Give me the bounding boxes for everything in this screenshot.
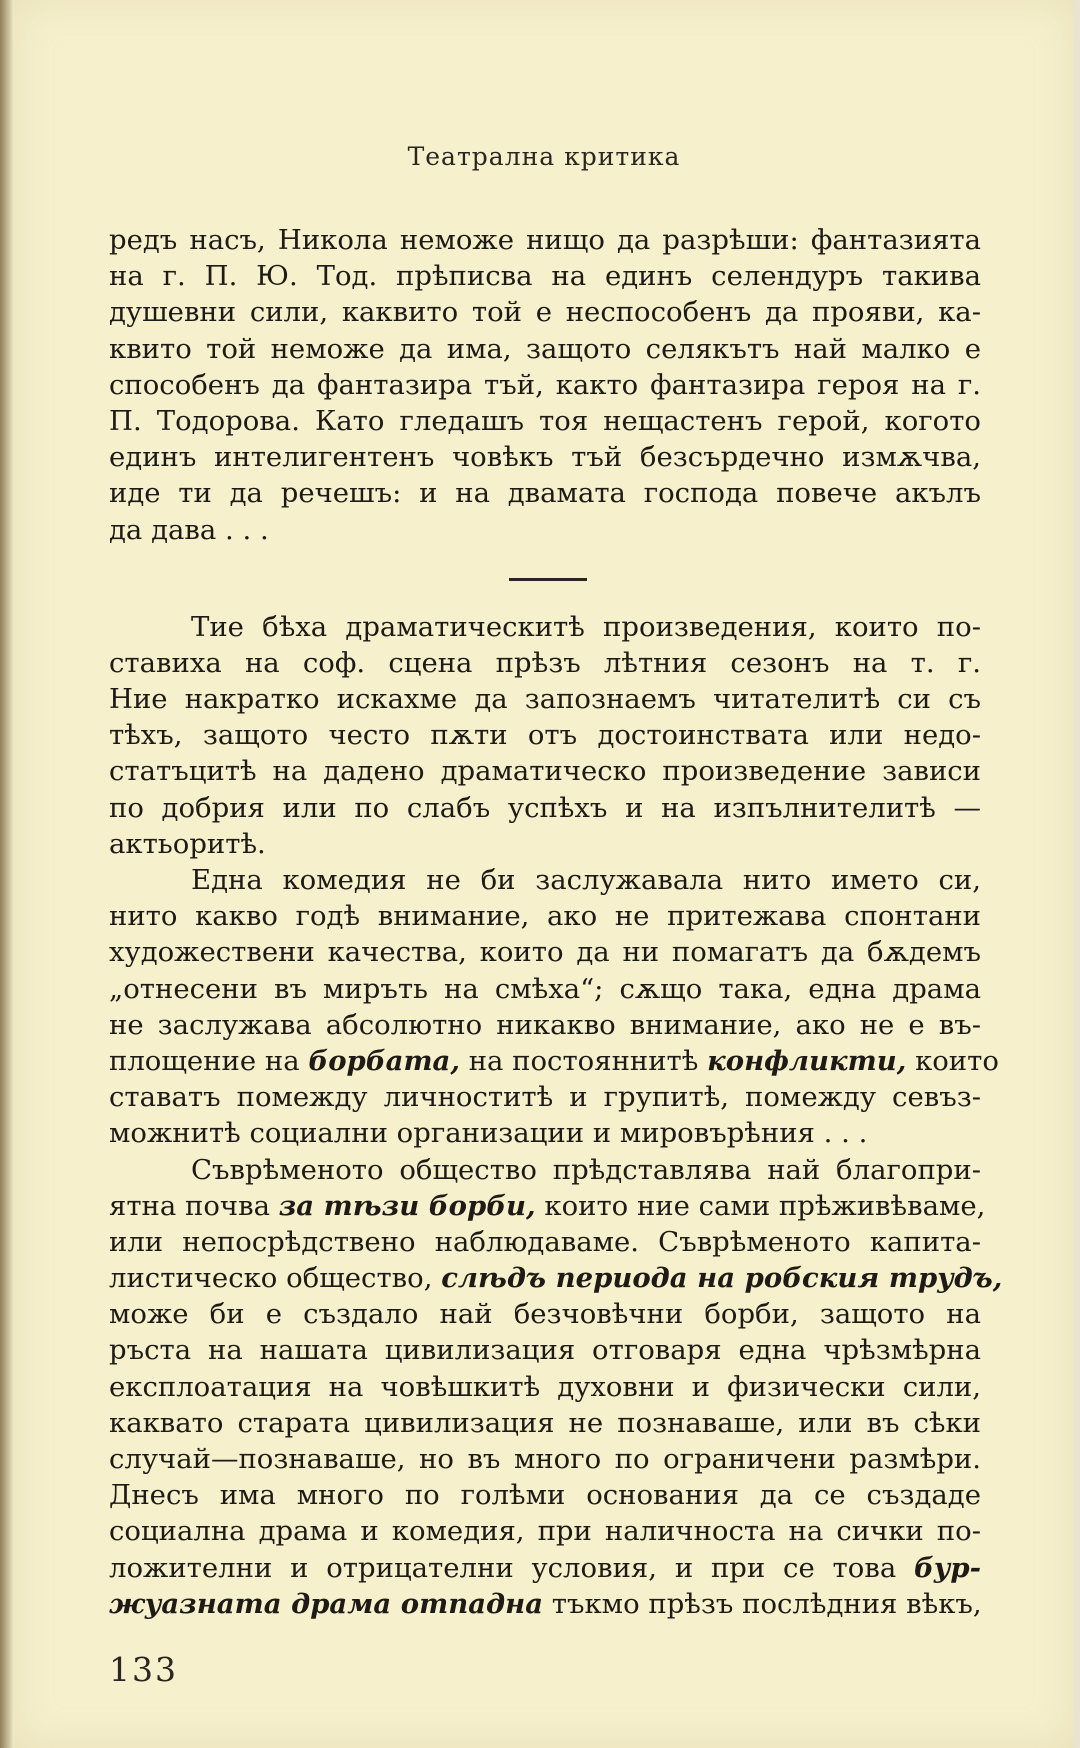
paragraph-4 xyxy=(109,1152,1003,1622)
text-line: душевни сили, каквито той е неспособенъ да прояви, ка- xyxy=(109,296,981,329)
body-text xyxy=(109,222,1003,1622)
text-line xyxy=(109,1188,986,1224)
text-line: статъцитѣ на дадено драматическо произведение зависи xyxy=(109,755,981,788)
text-line: социална драма и комедия, при наличноста на сички по- xyxy=(109,1515,981,1548)
text-line: П. Тодорова. Като гледашъ тоя нещастенъ герой, когото xyxy=(109,404,981,437)
text-line: не заслужава абсолютно никакво внимание, ако не е въ- xyxy=(109,1008,981,1041)
text-run: които ние сами прѣживѣваме, xyxy=(544,1189,986,1222)
section-divider xyxy=(509,578,587,581)
text-run: тъкмо прѣзъ послѣдния вѣкъ, xyxy=(551,1587,982,1620)
emphasis-text: бур- xyxy=(914,1551,981,1584)
text-line: актьоритѣ. xyxy=(109,827,266,860)
text-line: Тие бѣха драматическитѣ произведения, които по- xyxy=(191,610,981,643)
text-line: случай—познаваше, но въ много по ограничени размѣри. xyxy=(109,1443,981,1475)
text-line: по добрия или по слабъ успѣхъ и на изпълнителитѣ — xyxy=(109,791,981,824)
text-line: може би е създало най безчовѣчни борби, защото на xyxy=(109,1298,981,1331)
text-run: на постояннитѣ xyxy=(468,1044,699,1077)
text-line: художествени качества, които да ни помагатъ да бѫдемъ xyxy=(109,936,981,969)
text-line: Една комедия не би заслужавала нито името си, xyxy=(191,864,981,896)
emphasis-text: борбата, xyxy=(308,1044,460,1077)
text-line: редъ насъ, Никола неможе нищо да разрѣши: фантазията xyxy=(109,224,981,256)
text-line: ръста на нашата цивилизация отговаря една чрѣзмѣрна xyxy=(109,1334,981,1367)
text-line: или непосрѣдствено наблюдаваме. Съврѣменото капита- xyxy=(109,1225,981,1258)
emphasis-text: конфликти, xyxy=(707,1044,907,1077)
text-line: Съврѣменото общество прѣдставлява най благопри- xyxy=(191,1153,981,1186)
text-line: каквато старата цивилизация не познаваше, или въ сѣки xyxy=(109,1406,981,1439)
text-line: единъ интелигентенъ човѣкъ тъй безсърдечно измѫчва, xyxy=(109,441,981,474)
text-line: иде ти да речешъ: и на двамата господа повече акълъ xyxy=(109,477,981,510)
book-page xyxy=(14,0,1074,1748)
text-line: експлоатация на човѣшкитѣ духовни и физически сили, xyxy=(109,1370,981,1403)
text-run: които xyxy=(915,1044,999,1077)
text-line: Днесъ има много по голѣми основания да се създаде xyxy=(109,1479,981,1512)
emphasis-text: слѣдъ периода на робския трудъ, xyxy=(441,1262,1003,1295)
text-line: ставиха на соф. сцена прѣзъ лѣтния сезонъ на т. г. xyxy=(109,646,981,679)
text-line: способенъ да фантазира тъй, както фантазира героя на г. xyxy=(109,368,981,401)
text-line xyxy=(109,1260,1003,1296)
text-line: квито той неможе да има, защото селякътъ най малко е xyxy=(109,332,981,365)
text-line xyxy=(109,1550,981,1586)
paragraph-3 xyxy=(109,862,999,1152)
page-number: 133 xyxy=(109,1650,178,1689)
emphasis-text: за тѣзи борби, xyxy=(278,1189,536,1222)
text-line: нито какво годѣ внимание, ако не притежава спонтани xyxy=(109,900,981,933)
text-line: да дава . . . xyxy=(109,513,269,546)
emphasis-text: жуазната драма отпадна xyxy=(109,1587,544,1620)
paragraph-2 xyxy=(109,609,981,862)
text-line: Ние накратко искахме да запознаемъ читателитѣ си съ xyxy=(109,683,981,716)
text-run: площение на xyxy=(109,1044,300,1077)
text-line: на г. П. Ю. Тод. прѣписва на единъ селендуръ такива xyxy=(109,260,981,293)
text-line: ставатъ помежду личноститѣ и групитѣ, помежду севъз- xyxy=(109,1081,981,1114)
text-run: ложителни и отрицателни условия, и при се това xyxy=(109,1551,897,1584)
book-binding-edge xyxy=(0,0,14,1748)
text-line xyxy=(109,1586,981,1622)
text-line: тѣхъ, защото често пѫти отъ достоинствата или недо- xyxy=(109,719,981,752)
paragraph-1 xyxy=(109,222,981,548)
text-line: можнитѣ социални организации и мировърѣния . . . xyxy=(109,1117,868,1150)
running-head: Театрална критика xyxy=(407,142,681,171)
text-run: листическо общество, xyxy=(109,1262,433,1295)
text-line: „отнесени въ миръть на смѣха“; сѫщо така, една драма xyxy=(109,972,981,1005)
text-line xyxy=(109,1043,999,1079)
text-run: ятна почва xyxy=(109,1189,270,1222)
